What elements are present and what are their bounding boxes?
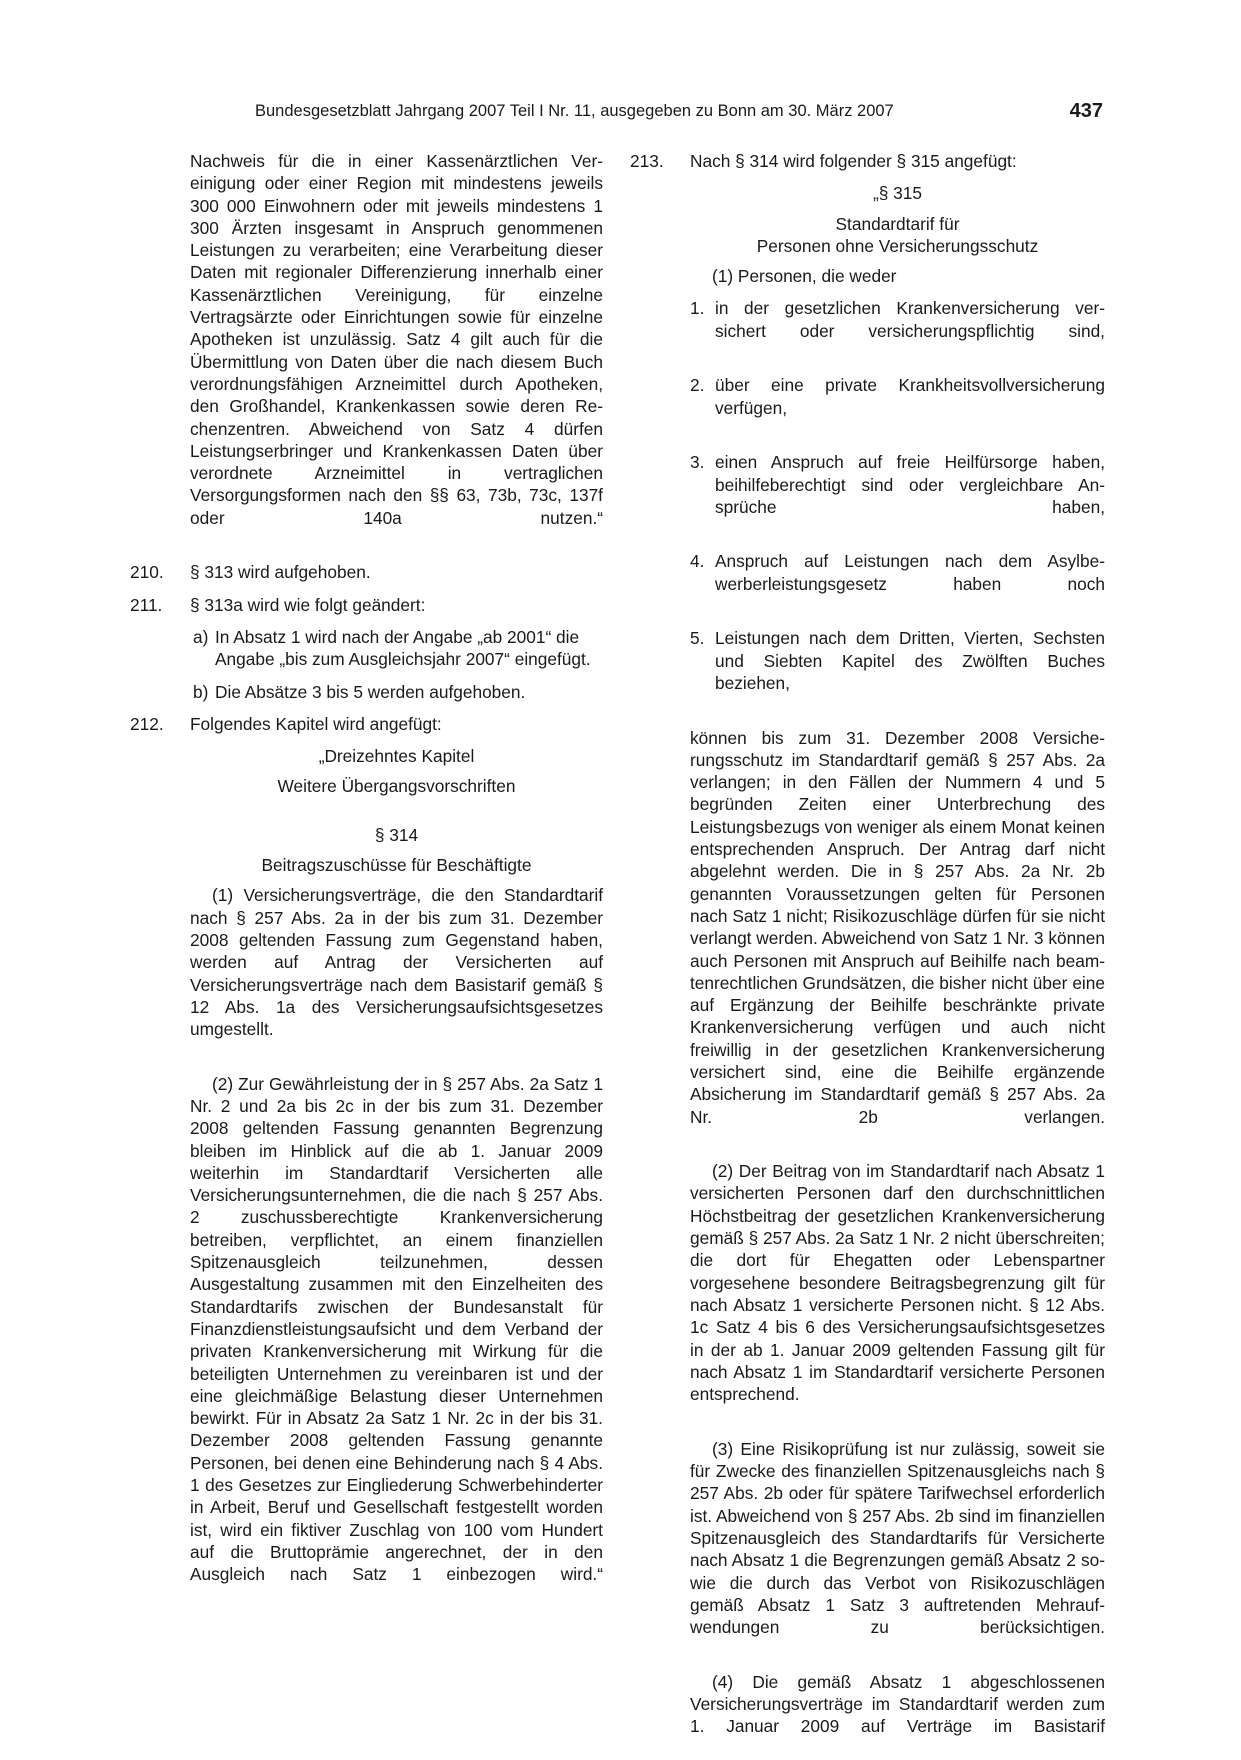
subitem-text: In Absatz 1 wird nach der Angabe „ab 2001“ die Angabe „bis zum Ausgleichsjahr 2007“ eingefügt. [215, 626, 591, 670]
list-item [690, 627, 1105, 716]
chapter-heading: „Dreizehntes Kapitel [318, 746, 475, 767]
list-item-text: Anspruch auf Leistungen nach dem Asylbewerberleistungsgesetz haben noch [715, 551, 1105, 594]
list-item-text: einen Anspruch auf freie Heilfürsorge haben, beihilfeberechtigt sind oder vergleichbare Ansprüche haben, [715, 452, 1105, 517]
page-number: 437 [1069, 100, 1103, 122]
item-number: 211. [130, 594, 163, 615]
right-column [630, 150, 1106, 1760]
item-211 [130, 594, 603, 703]
item-number: 210. [130, 562, 164, 583]
section-heading: § 314 [374, 824, 419, 845]
paragraph-1-intro: (1) Personen, die weder [712, 266, 897, 287]
page-header [255, 100, 1103, 128]
list-item-text: über eine private Krankheitsvollversicherung verfügen, [715, 375, 1105, 418]
section-paragraph-1: (1) Versicherungsverträge, die den Standardtarif nach § 257 Abs. 2a in der bis zum 31. Dezember 2008 geltenden Fassung zum Gegenstand haben, werden auf Antrag der Versicherten auf Versicherungsverträge nach dem Basistarif gemäß § 12 Abs. 1a des Versicherungsaufsichtsgesetzes umgestellt. [190, 885, 603, 1040]
item-number: 212. [130, 713, 164, 734]
item-text: § 313 wird aufgehoben. [190, 562, 371, 583]
item-213 [630, 150, 1106, 1760]
subitem-a [190, 626, 603, 671]
item-number: 213. [630, 151, 664, 171]
list-item [690, 451, 1105, 540]
list-item-number: 2. [690, 375, 705, 396]
item-text: Nach § 314 wird folgender § 315 angefügt: [690, 151, 1017, 171]
paragraph-1-continuation: können bis zum 31. Dezember 2008 Versicherungsschutz im Standardtarif gemäß § 257 Abs. 2a verlangen; in den Fällen der Nummern 4 und 5 begründen Zeiten einer Unterbrechung des Leistungsbezugs von weniger als einem Monat keinen entsprechenden Anspruch. Der Antrag darf nicht abgelehnt werden. Die in § 257 Abs. 2a Nr. 2b genannten Voraussetzungen gelten für Personen nach Satz 1 nicht; Risikozuschläge dürfen für sie nicht verlangt werden. Abweichend von Satz 1 Nr. 3 können auch Personen mit Anspruch auf Beihilfe nach beamtenrechtlichen Grundsätzen, die bisher nicht über eine auf Ergänzung der Beihilfe beschränkte private Krankenversicherung verfügen und auch nicht freiwillig in der gesetzlichen Krankenversicherung versichert sind, eine die Beihilfe ergänzende Absicherung im Standardtarif gemäß § 257 Abs. 2a Nr. 2b verlangen. [690, 727, 1106, 1127]
paragraph-3: (3) Eine Risikoprüfung ist nur zulässig, soweit sie für Zwecke des finanziellen Spitzenausgleichs nach § 257 Abs. 2b oder für spätere Tarifwechsel erforderlich ist. Abweichend von § 257 Abs. 2b sind im finanziellen Spitzenausgleich des Standardtarifs für Versicherte nach Absatz 1 die Begrenzungen gemäß Absatz 2 sowie die durch das Verbot von Risikozuschlägen gemäß Absatz 1 Satz 3 auftretenden Mehraufwendungen zu berücksichtigen. [690, 1438, 1105, 1638]
left-column [130, 150, 603, 1608]
section-heading: „§ 315 [872, 183, 922, 204]
item-212 [130, 713, 603, 1608]
list-item-number: 4. [690, 551, 705, 572]
continued-paragraph: Nachweis für die in einer Kassenärztlichen Vereinigung oder einer Region mit mindestens jeweils 300 000 Einwohnern oder mit jeweils mindestens 1 300 Ärzten insgesamt in Anspruch genommenen Leistungen zu verarbeiten; eine Verarbeitung dieser Daten mit regionaler Differenzierung innerhalb einer Kassenärztlichen Vereinigung, für einzelne Vertragsärzte oder Einrichtungen sowie für einzelne Apotheken ist unzulässig. Satz 4 gilt auch für die Übermittlung von Daten über die nach diesem Buch verordnungsfähigen Arzneimittel durch Apotheken, den Großhandel, Krankenkassen sowie deren Rechenzentren. Abweichend von Satz 4 dürfen Leistungserbringer und Krankenkassen Daten über verordnete Arzneimittel in vertraglichen Versorgungsformen nach den §§ 63, 73b, 73c, 137f oder 140a nutzen.“ [190, 151, 603, 528]
chapter-title: Weitere Übergangsvorschriften [277, 776, 516, 797]
list-item-number: 1. [690, 298, 705, 319]
list-item-number: 3. [690, 452, 705, 473]
subitem-text: Die Absätze 3 bis 5 werden aufgehoben. [215, 681, 526, 702]
list-item-text: in der gesetzlichen Krankenversicherung versichert oder versicherungspflichtig sind, [715, 298, 1105, 341]
item-text: Folgendes Kapitel wird angefügt: [190, 713, 442, 734]
section-title: Beitragszuschüsse für Beschäftigte [261, 855, 532, 876]
item-210 [130, 561, 603, 583]
paragraph-4: (4) Die gemäß Absatz 1 abgeschlossenen Versicherungsverträge im Standardtarif werden zum 1. Januar 2009 auf Verträge im Basistarif [690, 1671, 1105, 1737]
subitem-b [190, 681, 603, 703]
section-title-line-2: Personen ohne Versicherungsschutz [756, 235, 1039, 256]
gazette-header: Bundesgesetzblatt Jahrgang 2007 Teil I Nr. 11, ausgegeben zu Bonn am 30. März 2007 [255, 102, 894, 120]
list-item [690, 550, 1105, 617]
section-title-line-1: Standardtarif für [835, 213, 960, 234]
list-item [690, 297, 1105, 364]
subitem-label: b) [193, 681, 209, 702]
item-text: § 313a wird wie folgt geändert: [190, 594, 426, 615]
section-paragraph-2: (2) Zur Gewährleistung der in § 257 Abs. 2a Satz 1 Nr. 2 und 2a bis 2c in der bis zum 31. Dezember 2008 geltenden Fassung genannten Begrenzung bleiben im Hinblick auf die ab 1. Januar 2009 weiterhin im Standardtarif Versicherten alle Versicherungsunternehmen, die die nach § 257 Abs. 2 zuschussberechtigte Krankenversicherung betreiben, verpflichtet, an einem finanziellen Spitzenausgleich teilzunehmen, dessen Ausgestaltung zusammen mit den Einzelheiten des Standardtarifs zwischen der Bundesanstalt für Finanzdienstleistungsaufsicht und dem Verband der privaten Krankenversicherung mit Wirkung für die beteiligten Unternehmen zu vereinbaren ist und der eine gleichmäßige Belastung dieser Unternehmen bewirkt. Für in Absatz 2a Satz 1 Nr. 2c in der bis 31. Dezember 2008 geltenden Fassung genannte Personen, bei denen eine Behinderung nach § 4 Abs. 1 des Gesetzes zur Eingliederung Schwerbehinderter in Arbeit, Beruf und Gesellschaft festgestellt worden ist, wird ein fiktiver Zuschlag von 100 vom Hundert auf die Bruttoprämie angerechnet, der in den Ausgleich nach Satz 1 einbezogen wird.“ [190, 1073, 603, 1585]
subitem-label: a) [193, 626, 209, 647]
list-item [690, 374, 1105, 441]
paragraph-2: (2) Der Beitrag von im Standardtarif nach Absatz 1 versicherten Personen darf den durchschnittlichen Höchstbeitrag der gesetzlichen Krankenversicherung gemäß § 257 Abs. 2a Satz 1 Nr. 2 nicht überschreiten; die dort für Ehegatten oder Lebenspartner vorgesehene besondere Beitragsbegrenzung gilt für nach Absatz 1 versicherte Personen nicht. § 12 Abs. 1c Satz 4 bis 6 des Versicherungsaufsichtsgesetzes in der ab 1. Januar 2009 geltenden Fassung gilt für nach Absatz 1 im Standardtarif versicherte Personen entsprechend. [690, 1161, 1105, 1405]
list-item-text: Leistungen nach dem Dritten, Vierten, Sechsten und Siebten Kapitel des Zwölften Buches beziehen, [715, 628, 1105, 693]
list-item-number: 5. [690, 628, 705, 649]
